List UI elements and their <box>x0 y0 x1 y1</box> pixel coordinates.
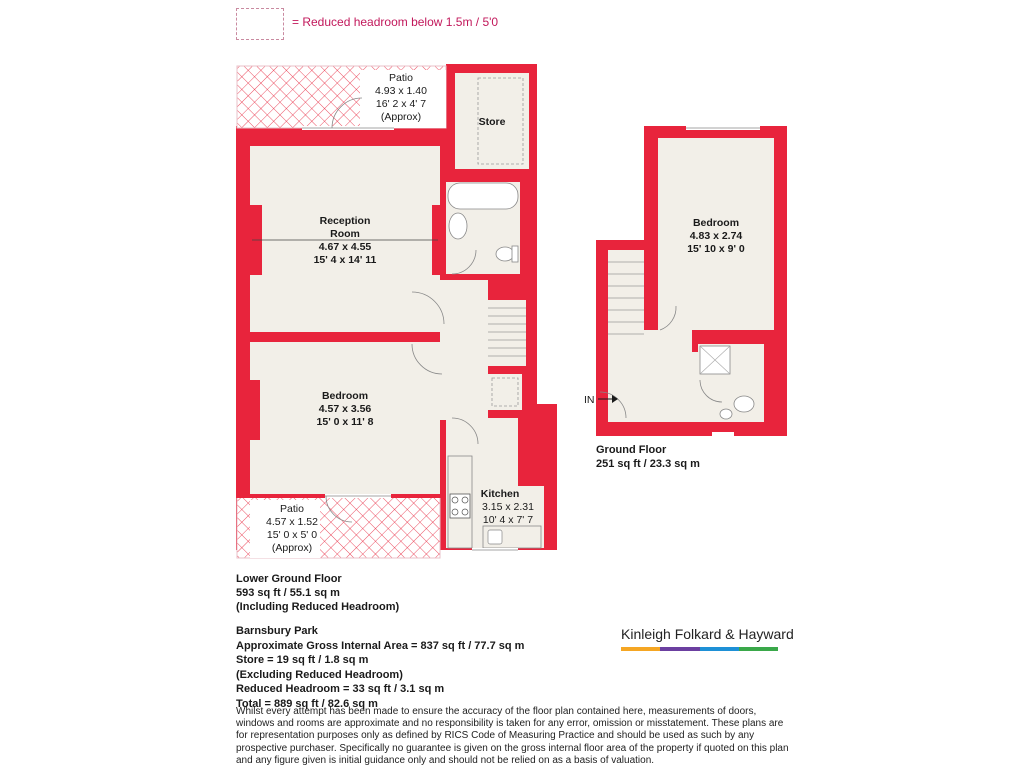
patio-bottom-dims-m: 4.57 x 1.52 <box>266 516 318 528</box>
patio-bottom-name: Patio <box>280 503 304 515</box>
ground-toilet-icon <box>720 409 732 419</box>
kitchen-dims-m: 3.15 x 2.31 <box>482 501 534 513</box>
lower-ground-floor-label <box>236 572 399 614</box>
reception-dims-ft: 15' 4 x 14' 11 <box>313 254 377 266</box>
property-area-summary <box>236 624 524 711</box>
lower-ground-floor-plan <box>236 64 557 558</box>
reduced-headroom-area: Reduced Headroom = 33 sq ft / 3.1 sq m <box>236 683 445 695</box>
disclaimer-text: Whilst every attempt has been made to ensure the accuracy of the floor plan contained here, measurements of doors, windows and rooms are approximate and no responsibility is taken for any error, omission or misstatement. These plans are for representation purposes only as defined by RICS Code of Measuring Practice and should be used as such by any prospective purchaser. Specifically no guarantee is given on the gross internal floor area of the property if quoted on this plan and any figure given is initial guidance only and should not be relied on as a basis of valuation. <box>236 706 789 766</box>
total-area: Total = 889 sq ft / 82.6 sq m <box>236 697 378 710</box>
reduced-headroom-legend-text: = Reduced headroom below 1.5m / 5'0 <box>292 15 499 29</box>
ground-stairs <box>608 250 644 352</box>
store-area: Store = 19 sq ft / 1.8 sq m <box>236 654 369 666</box>
reception-name-line2: Room <box>330 228 360 240</box>
ground-washbasin-icon <box>734 396 754 412</box>
patio-bottom-dims-ft: 15' 0 x 5' 0 <box>266 529 318 541</box>
gross-internal-area: Approximate Gross Internal Area = 837 sq ft / 77.7 sq m <box>236 639 525 652</box>
sink-icon <box>488 530 502 544</box>
ground-bedroom-dims-m: 4.83 x 2.74 <box>689 230 743 242</box>
reception-name-line1: Reception <box>319 215 371 227</box>
patio-bottom-note: (Approx) <box>271 542 313 554</box>
ground-floor-plan <box>596 126 787 436</box>
washbasin-icon <box>449 213 467 239</box>
ground-floor-title: Ground Floor <box>596 444 667 456</box>
patio-top-name: Patio <box>389 72 413 84</box>
lower-floor-area: 593 sq ft / 55.1 sq m <box>236 587 340 599</box>
toilet-icon <box>496 247 514 261</box>
ground-bedroom-name: Bedroom <box>692 217 740 229</box>
brand-bar-purple <box>660 647 699 651</box>
brand-bar-blue <box>700 647 739 651</box>
brand-bar-green <box>739 647 778 651</box>
entrance-label: IN <box>584 394 595 406</box>
lower-bedroom-name: Bedroom <box>321 390 369 402</box>
lower-bedroom-dims-m: 4.57 x 3.56 <box>318 403 372 415</box>
property-name: Barnsbury Park <box>236 625 318 637</box>
bath-icon <box>448 183 518 209</box>
patio-top-note: (Approx) <box>380 111 422 123</box>
brand-color-bar <box>621 647 778 651</box>
patio-top-dims-m: 4.93 x 1.40 <box>375 85 427 97</box>
lower-bedroom-dims-ft: 15' 0 x 11' 8 <box>316 416 374 428</box>
ground-hallway <box>608 352 708 422</box>
lower-floor-note: (Including Reduced Headroom) <box>236 601 400 613</box>
brand-logo-text: Kinleigh Folkard & Hayward <box>621 626 794 642</box>
ground-bedroom-dims-ft: 15' 10 x 9' 0 <box>687 243 745 255</box>
kitchen-dims-ft: 10' 4 x 7' 7 <box>482 514 534 526</box>
ground-floor-area: 251 sq ft / 23.3 sq m <box>596 458 700 470</box>
lower-floor-title: Lower Ground Floor <box>236 573 342 585</box>
kitchen-name: Kitchen <box>480 488 520 500</box>
patio-top-dims-ft: 16' 2 x 4' 7 <box>375 98 427 110</box>
reception-dims-m: 4.67 x 4.55 <box>318 241 372 253</box>
hallway <box>440 280 488 420</box>
store-name: Store <box>478 116 506 128</box>
brand-bar-orange <box>621 647 660 651</box>
ground-floor-label <box>596 443 700 471</box>
store-area-note: (Excluding Reduced Headroom) <box>236 668 403 681</box>
